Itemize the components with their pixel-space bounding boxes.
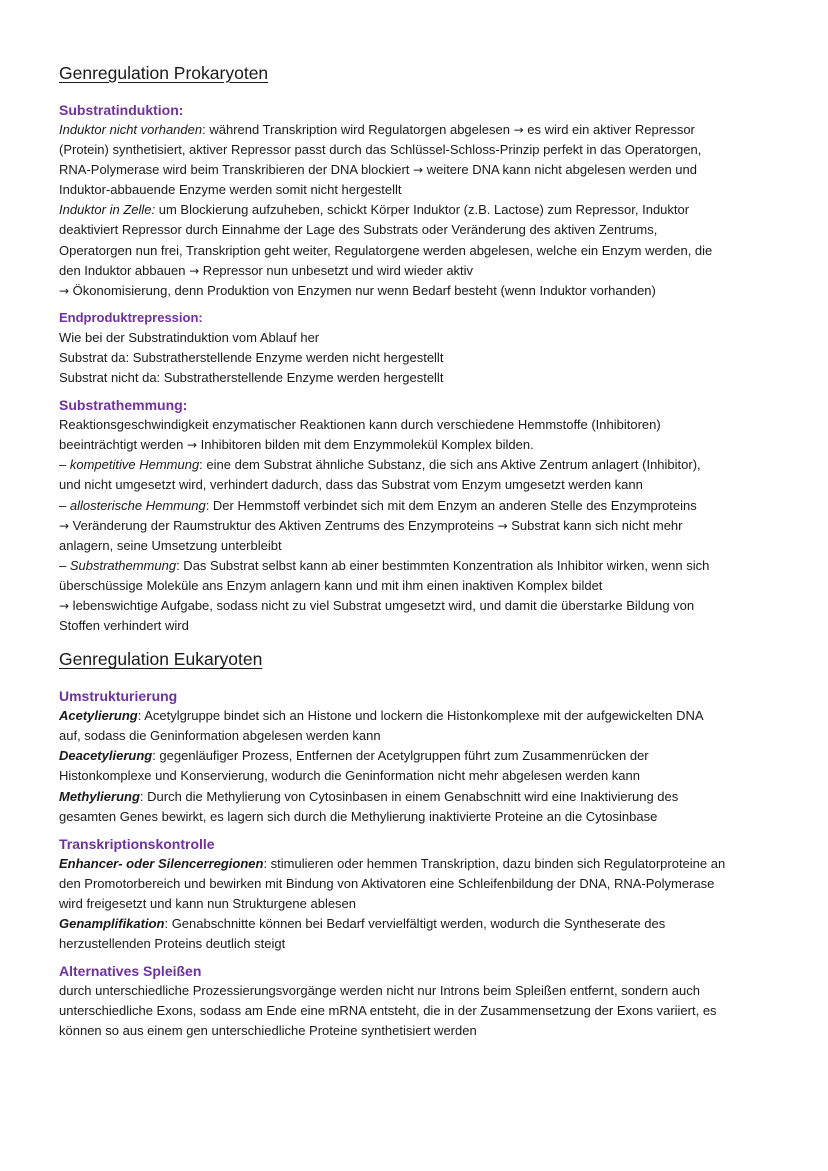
paragraph-line [59, 787, 771, 807]
paragraph-line: überschüssige Moleküle ans Enzym anlagern kann und mit ihm einen inaktiven Komplex bildet [59, 577, 603, 593]
term-label: Methylierung [59, 788, 140, 804]
paragraph-line: und nicht umgesetzt wird, verhindert dadurch, dass das Substrat vom Enzym umgesetzt werden kann [59, 477, 643, 493]
text: : Durch die Methylierung von Cytosinbasen in einem Genabschnitt wird eine Inaktivierung des [139, 788, 679, 804]
arrow-right-icon: → [497, 518, 508, 533]
term-label: kompetitive Hemmung [69, 457, 200, 473]
paragraph-line [59, 706, 771, 726]
text: RNA-Polymerase wird beim Transkribieren der DNA blockiert [59, 162, 410, 178]
term-label: Induktor nicht vorhanden [59, 122, 203, 137]
paragraph-line [59, 914, 771, 934]
paragraph-line: herzustellenden Proteins deutlich steigt [59, 936, 286, 952]
text: Inhibitoren bilden mit dem Enzymmolekül Komplex bilden. [197, 437, 534, 453]
heading-substratinduktion: Substratinduktion: [59, 102, 184, 118]
text: den Induktor abbauen [59, 262, 186, 278]
paragraph-line: den Promotorbereich und bewirken mit Bindung von Aktivatoren eine Schleifenbildung der DNA, RNA-Polymerase [59, 875, 715, 891]
text: : stimulieren oder hemmen Transkription, dazu binden sich Regulatorproteine an [263, 855, 726, 871]
paragraph-line [59, 455, 771, 475]
paragraph-line: deaktiviert Repressor durch Einnahme der Lage des Substrats oder Veränderung des aktiven Zentrums, [59, 222, 658, 238]
paragraph-line: gesamten Genes bewirkt, es lagern sich durch die Methylierung inaktivierte Proteine an die Cytosinbase [59, 808, 658, 824]
heading-transkriptionskontrolle: Transkriptionskontrolle [59, 835, 215, 852]
text: : Der Hemmstoff verbindet sich mit dem Enzym an anderen Stelle des Enzymproteins [205, 497, 697, 513]
text: : gegenläufiger Prozess, Entfernen der Acetylgruppen führt zum Zusammenrücken der [152, 748, 649, 764]
heading-alternatives-spleissen: Alternatives Spleißen [59, 963, 202, 980]
dash: – [59, 497, 70, 513]
dash: – [59, 557, 70, 573]
text: : Acetylgruppe bindet sich an Histone und lockern die Histonkomplexe mit der aufgewickelten DNA [137, 708, 704, 724]
text: Veränderung der Raumstruktur des Aktiven Zentrums des Enzymproteins [69, 517, 494, 533]
paragraph-line [59, 120, 771, 140]
arrow-right-icon: → [59, 283, 70, 298]
paragraph-line: können so aus einem gen unterschiedliche Proteine synthetisiert werden [59, 1023, 477, 1039]
text: : während Transkription wird Regulatorgen abgelesen [202, 122, 510, 137]
text: Repressor nun unbesetzt und wird wieder aktiv [199, 262, 474, 278]
paragraph-line: Histonkomplexe und Konservierung, wodurch die Geninformation nicht mehr abgelesen werden kann [59, 768, 641, 784]
heading-umstrukturierung: Umstrukturierung [59, 688, 178, 705]
arrow-right-icon: → [59, 598, 70, 613]
heading-substrathemmung: Substrathemmung: [59, 397, 188, 414]
text: beeinträchtigt werden [59, 437, 184, 453]
text: Substrat kann sich nicht mehr [507, 517, 683, 533]
term-label: Deacetylierung [59, 748, 153, 764]
term-label: Induktor in Zelle: [59, 202, 156, 218]
text: Ökonomisierung, denn Produktion von Enzymen nur wenn Bedarf besteht (wenn Induktor vorhanden) [69, 282, 656, 298]
text: lebenswichtige Aufgabe, sodass nicht zu viel Substrat umgesetzt wird, und damit die überstarke Bildung von [69, 597, 695, 613]
paragraph-line: auf, sodass die Geninformation abgelesen werden kann [59, 728, 381, 744]
arrow-right-icon: → [513, 123, 524, 137]
term-label: Genamplifikation [59, 916, 165, 931]
paragraph-line [59, 596, 771, 616]
section-endproduktrepression [59, 308, 771, 388]
paragraph-line [59, 281, 771, 301]
section-umstrukturierung [59, 686, 771, 827]
text: es wird ein aktiver Repressor [523, 122, 695, 137]
section-substratinduktion [59, 100, 771, 301]
paragraph-line [59, 746, 771, 766]
paragraph-line: durch unterschiedliche Prozessierungsvorgänge werden nicht nur Introns beim Spleißen entfernt, sondern auch [59, 983, 700, 999]
page-title-eukaryoten: Genregulation Eukaryoten [59, 649, 263, 670]
paragraph-line: Operatorgen nun frei, Transkription geht weiter, Regulatorgene werden abgelesen, welche ein Enzym werden, die [59, 242, 713, 258]
term-label: Substrathemmung [69, 557, 177, 573]
paragraph-line: Reaktionsgeschwindigkeit enzymatischer Reaktionen kann durch verschiedene Hemmstoffe (Inhibitoren) [59, 417, 661, 433]
paragraph-line: wird freigesetzt und kann nun Strukturgene ablesen [59, 895, 357, 911]
paragraph-line [59, 516, 771, 536]
text: : Das Substrat selbst kann ab einer bestimmten Konzentration als Inhibitor wirken, wenn sich [176, 557, 710, 573]
text: um Blockierung aufzuheben, schickt Körper Induktor (z.B. Lactose) zum Repressor, Induktor [155, 202, 690, 218]
paragraph-line: unterschiedliche Exons, sodass am Ende eine mRNA entsteht, die in der Zusammensetzung der Exons variiert, es [59, 1003, 717, 1019]
arrow-right-icon: → [189, 263, 200, 278]
paragraph-line [59, 496, 771, 516]
paragraph-line: anlagern, seine Umsetzung unterbleibt [59, 537, 282, 553]
section-substrathemmung [59, 395, 771, 636]
paragraph-line [59, 854, 771, 874]
paragraph-line: Induktor-abbauende Enzyme werden somit nicht hergestellt [59, 182, 402, 198]
paragraph-line [59, 261, 771, 281]
text: : eine dem Substrat ähnliche Substanz, die sich ans Aktive Zentrum anlagert (Inhibitor), [199, 457, 701, 473]
paragraph-line [59, 160, 771, 180]
document-page [59, 56, 771, 1048]
paragraph-line: (Protein) synthetisiert, aktiver Repressor passt durch das Schlüssel-Schloss-Prinzip perfekt in das Operatorgen, [59, 142, 702, 158]
term-label: allosterische Hemmung [69, 497, 206, 513]
paragraph-line: Wie bei der Substratinduktion vom Ablauf her [59, 329, 320, 345]
arrow-right-icon: → [186, 438, 197, 453]
text: weitere DNA kann nicht abgelesen werden und [423, 162, 697, 178]
term-label: Acetylierung [59, 708, 138, 724]
paragraph-line: Substrat da: Substratherstellende Enzyme werden nicht hergestellt [59, 349, 444, 365]
dash: – [59, 457, 70, 473]
arrow-right-icon: → [413, 163, 424, 178]
paragraph-line: Stoffen verhindert wird [59, 618, 189, 634]
page-title-prokaryoten: Genregulation Prokaryoten [59, 63, 269, 83]
paragraph-line [59, 200, 771, 220]
section-transkriptionskontrolle [59, 834, 771, 954]
term-label: Enhancer- oder Silencerregionen [59, 855, 264, 871]
arrow-right-icon: → [59, 518, 70, 533]
paragraph-line [59, 556, 771, 576]
paragraph-line: Substrat nicht da: Substratherstellende Enzyme werden hergestellt [59, 370, 444, 386]
heading-endproduktrepression: Endproduktrepression: [59, 309, 203, 325]
paragraph-line [59, 435, 771, 455]
text: : Genabschnitte können bei Bedarf vervielfältigt werden, wodurch die Syntheserate des [164, 916, 666, 931]
section-alternatives-spleissen [59, 961, 771, 1041]
